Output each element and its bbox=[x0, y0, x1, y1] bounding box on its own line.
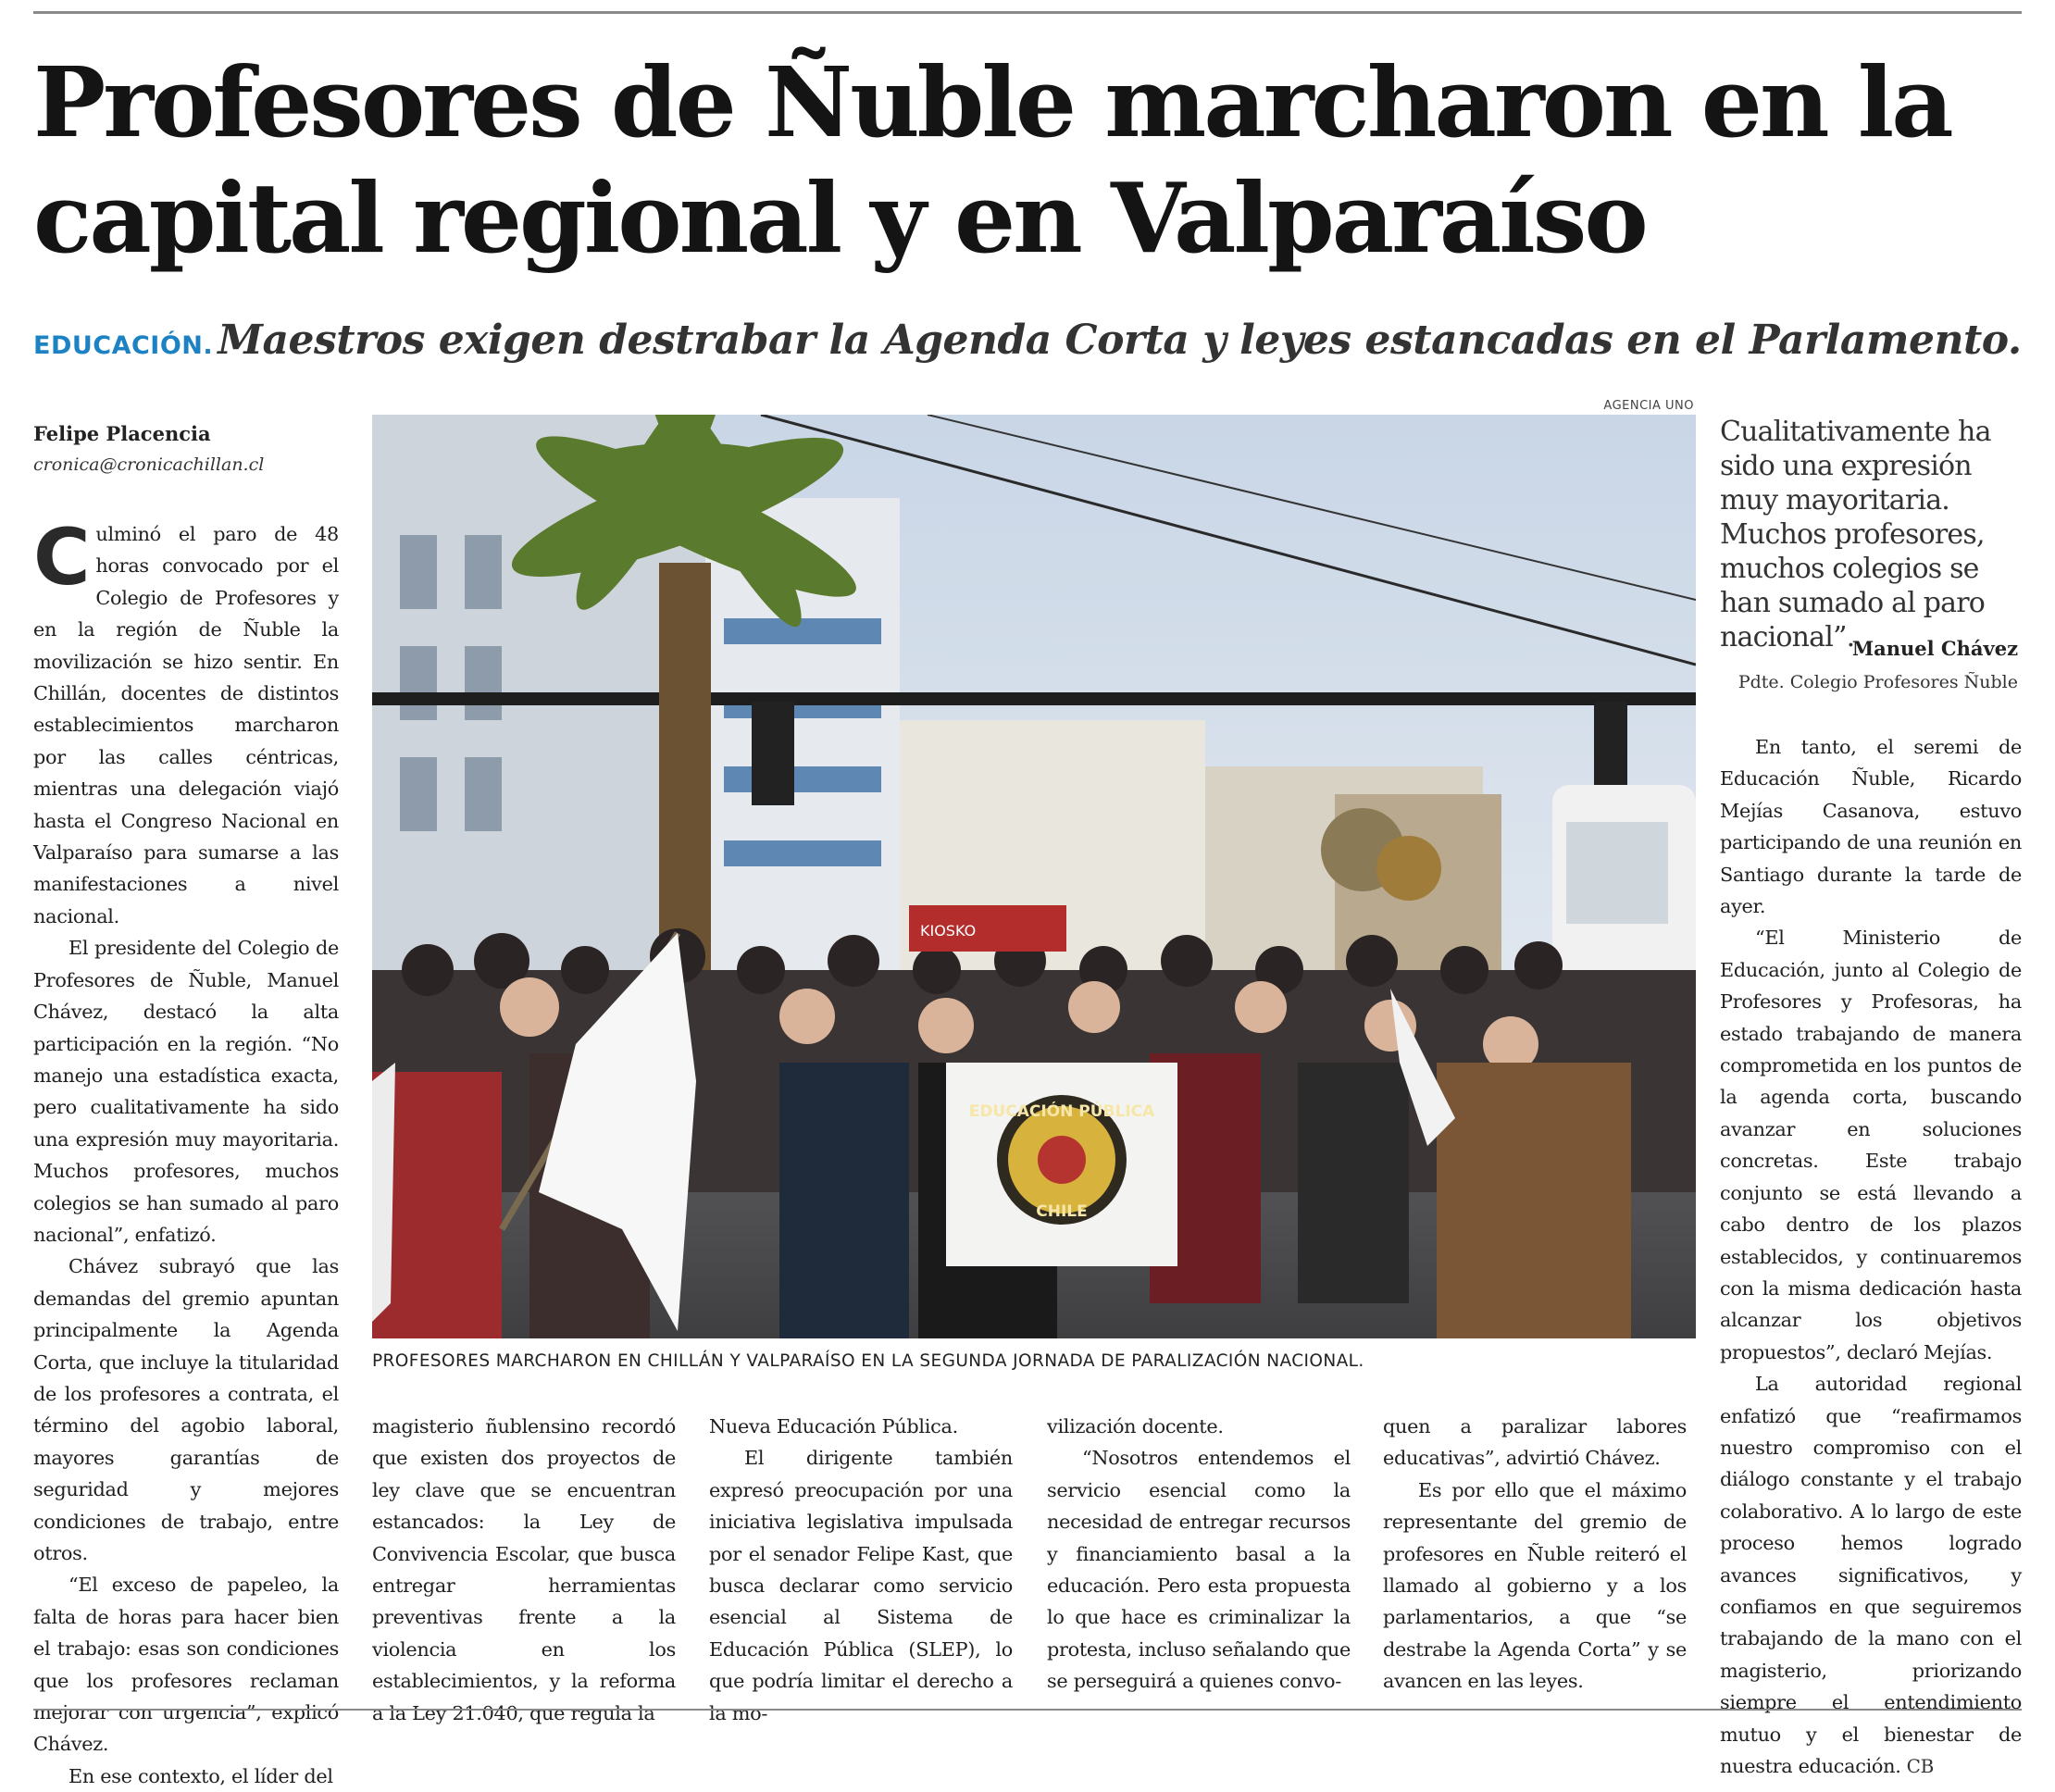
body-paragraph: “El exceso de papeleo, la falta de horas para hacer bien el trabajo: esas son condiciones que los profesores reclaman mejorar con urgencia”, explicó Chávez. bbox=[33, 1574, 339, 1756]
author-email[interactable]: cronica@cronicachillan.cl bbox=[33, 454, 265, 475]
body-paragraph: Culminó el paro de 48 horas convocado por el Colegio de Profesores y en la región de Ñuble la movilización se hizo sentir. En Chillán, docentes de distintos establecimientos marcharon por las calles céntricas, mientras una delegación viajó hasta el Congreso Nacional en Valparaíso para sumarse a las manifestaciones a nivel nacional. bbox=[33, 512, 339, 927]
pull-quote-author: Manuel Chávez bbox=[1851, 637, 2018, 660]
top-rule bbox=[33, 11, 2022, 14]
body-paragraph: Es por ello que el máximo representante del gremio de profesores en Ñuble reiteró el llamado al gobierno y a los parlamentarios, a que “se destrabe la Agenda Corta” y se avancen en las leyes. bbox=[1383, 1478, 1687, 1693]
body-paragraph: quen a paralizar labores educativas”, advirtió Chávez. bbox=[1383, 1415, 1687, 1470]
dek bbox=[33, 317, 2033, 364]
body-paragraph: La autoridad regional enfatizó que “reafirmamos nuestro compromiso con el diálogo constante y el trabajo colaborativo. A lo largo de este proceso hemos logrado avances significativos, y confiamos en que seguiremos trabajando de la mano con el magisterio, priorizando siempre el entendimiento mutuo y el bienestar de nuestra educación. CB bbox=[1720, 1373, 2022, 1777]
dropcap: C bbox=[33, 512, 91, 603]
headline: Profesores de Ñuble marcharon en la capital regional y en Valparaíso bbox=[33, 45, 1951, 275]
body-column-4 bbox=[1047, 1411, 1351, 1698]
march-photo-illustration bbox=[372, 415, 1696, 1338]
banner-text-top: EDUCACIÓN PÚBLICA bbox=[968, 1102, 1155, 1121]
section-kicker: EDUCACIÓN. bbox=[33, 331, 214, 360]
body-column-3 bbox=[709, 1411, 1013, 1729]
pull-quote-role: Pdte. Colegio Profesores Ñuble bbox=[1737, 672, 2018, 692]
body-column-6 bbox=[1720, 731, 2022, 1782]
body-paragraph: El presidente del Colegio de Profesores de Ñuble, Manuel Chávez, destacó la alta participación en la región. “No manejo una estadística exacta, pero cualitativamente ha sido una expresión muy mayoritaria. Muchos profesores, muchos colegios se han sumado al paro nacional”, enfatizó. bbox=[33, 937, 339, 1246]
body-paragraph: En tanto, el seremi de Educación Ñuble, Ricardo Mejías Casanova, estuvo participando de una reunión en Santiago durante la tarde de ayer. bbox=[1720, 736, 2022, 918]
photo-credit: AGENCIA UNO bbox=[1603, 399, 1694, 413]
body-column-5 bbox=[1383, 1411, 1687, 1698]
pull-quote: Cualitativamente ha sido una expresión muy mayoritaria. Muchos profesores, muchos colegios se han sumado al paro nacional”. bbox=[1720, 416, 1991, 653]
banner-text-bottom: CHILE bbox=[1036, 1202, 1088, 1221]
body-paragraph: “El Ministerio de Educación, junto al Colegio de Profesores y Profesoras, ha estado trabajando de manera comprometida en los puntos de la agenda corta, buscando avanzar en soluciones concretas. Este trabajo conjunto se está llevando a cabo dentro de los plazos establecidos, y continuaremos con la misma dedicación hasta alcanzar los objetivos propuestos”, declaró Mejías. bbox=[1720, 927, 2022, 1363]
end-of-article-icon: CB bbox=[1906, 1755, 1934, 1777]
body-paragraph: Chávez subrayó que las demandas del gremio apuntan principalmente la Agenda Corta, que incluye la titularidad de los profesores a contrata, el término del agobio laboral, mayores garantías de seguridad y mejores condiciones de trabajo, entre otros. bbox=[33, 1255, 339, 1564]
body-paragraph: Nueva Educación Pública. bbox=[709, 1415, 958, 1437]
body-paragraph: vilización docente. bbox=[1047, 1415, 1224, 1437]
article-photo bbox=[372, 415, 1696, 1338]
body-column-2 bbox=[372, 1411, 676, 1729]
photo-caption: PROFESORES MARCHARON EN CHILLÁN Y VALPARAÍSO EN LA SEGUNDA JORNADA DE PARALIZACIÓN NACIONAL. bbox=[372, 1351, 1364, 1371]
bottom-rule bbox=[33, 1709, 2022, 1711]
body-column-1 bbox=[33, 512, 339, 1792]
body-paragraph: El dirigente también expresó preocupación por una iniciativa legislativa impulsada por el senador Felipe Kast, que busca declarar como servicio esencial al Sistema de Educación Pública (SLEP), lo que podría limitar el derecho a la mo- bbox=[709, 1447, 1013, 1724]
body-paragraph: En ese contexto, el líder del bbox=[68, 1764, 333, 1787]
author-name: Felipe Placencia bbox=[33, 422, 211, 445]
body-paragraph: “Nosotros entendemos el servicio esencial como la necesidad de entregar recursos y financiamiento basal a la educación. Pero esta propuesta lo que hace es criminalizar la protesta, incluso señalando que se perseguirá a quienes convo- bbox=[1047, 1447, 1351, 1693]
subtitle: Maestros exigen destrabar la Agenda Corta y leyes estancadas en el Parlamento. bbox=[218, 317, 2022, 364]
body-paragraph: magisterio ñublensino recordó que existen dos proyectos de ley clave que se encuentran estancados: la Ley de Convivencia Escolar, que busca entregar herramientas preventivas frente a la violencia en los establecimientos, y la reforma a la Ley 21.040, que regula la bbox=[372, 1415, 676, 1724]
shop-sign: KIOSKO bbox=[920, 922, 977, 940]
